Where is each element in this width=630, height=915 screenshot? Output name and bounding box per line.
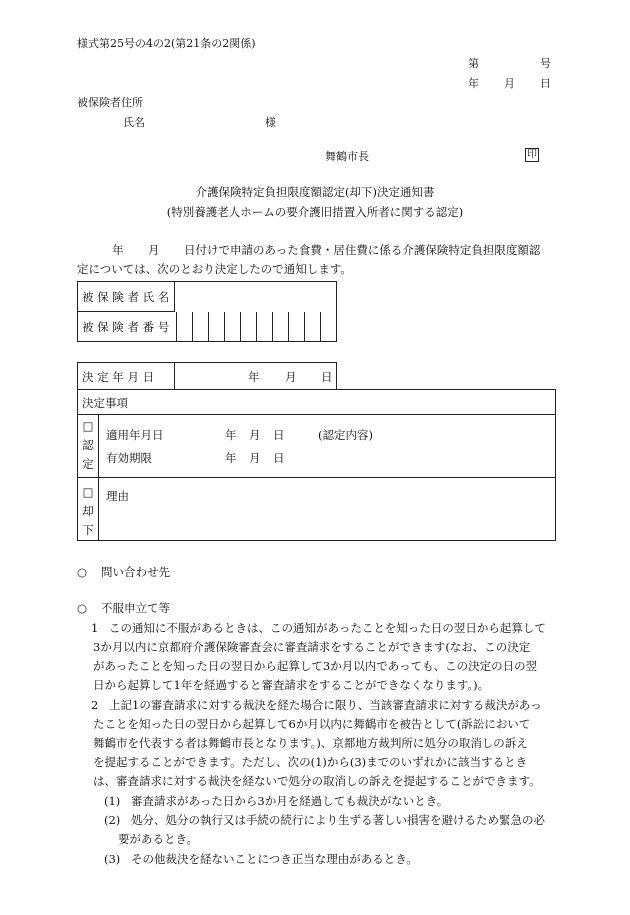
- appeal-item1-line1: この通知に不服があるときは、この通知があったことを知った日の翌日から起算して: [109, 621, 546, 635]
- appeal-item2-line2: たことを知った日の翌日から起算して6か月以内に舞鶴市を被告として(訴訟において: [93, 717, 531, 731]
- reject-char-1: 却: [82, 504, 94, 518]
- intro-month: 月: [148, 243, 160, 257]
- appeal-sub1-num: (1): [104, 794, 121, 808]
- contact-bullet: ○: [77, 565, 88, 579]
- valid-until-month: 月: [249, 451, 261, 465]
- insured-name-field[interactable]: [176, 282, 336, 311]
- appeal-item2-num: 2: [91, 698, 99, 712]
- name-label: 氏名: [123, 116, 145, 129]
- valid-until-year: 年: [225, 451, 237, 465]
- reject-char-2: 下: [82, 523, 94, 537]
- approve-char-1: 認: [82, 438, 94, 452]
- approve-char-2: 定: [82, 457, 94, 471]
- appeal-item1-line2: 3か月以内に京都府介護保険審査会に審査請求をすることができます(なお、この決定: [93, 640, 531, 654]
- appeal-sub1-text: 審査請求があった日から3か月を経過しても裁決がないとき。: [131, 794, 449, 808]
- apply-date-month: 月: [249, 428, 261, 442]
- apply-date-year: 年: [225, 428, 237, 442]
- reject-reason-label: 理由: [106, 489, 129, 503]
- appeal-heading: 不服申立て等: [101, 601, 170, 615]
- date-day: 日: [540, 77, 551, 90]
- valid-until-day: 日: [273, 451, 285, 465]
- doc-number-suffix: 号: [540, 57, 551, 70]
- number-digit-boxes: [176, 312, 336, 341]
- document-subtitle: (特別養護老人ホームの要介護旧措置入所者に関する認定): [166, 205, 464, 219]
- honorific: 様: [265, 116, 276, 129]
- form-number: 様式第25号の4の2(第21条の2関係): [77, 37, 256, 50]
- appeal-sub2-num: (2): [104, 813, 121, 827]
- approve-checkbox[interactable]: □: [82, 419, 94, 433]
- appeal-item1-line3: があったことを知った日の翌日から起算して3か月以内であっても、この決定の日の翌: [93, 659, 538, 673]
- apply-date-label: 適用年月日: [106, 428, 164, 442]
- decision-date-day: 日: [321, 370, 333, 384]
- decision-date-label: 決 定 年 月 日: [82, 370, 155, 384]
- appeal-item1-num: 1: [91, 621, 99, 635]
- date-month: 月: [504, 77, 515, 90]
- insured-number-label: 被 保 険 者 番 号: [82, 320, 170, 334]
- intro-year: 年: [112, 243, 124, 257]
- intro-line1: 日付けで申請のあった食費・居住費に係る介護保険特定負担限度額認: [184, 243, 541, 257]
- appeal-item2-line5: は、審査請求に対する裁決を経ないで処分の取消しの訴えを提起することができます。: [93, 774, 541, 788]
- intro-line2: 定については、次のとおり決定したので通知します。: [77, 262, 352, 276]
- decision-matters-label: 決定事項: [82, 396, 128, 410]
- insured-number-field[interactable]: [176, 312, 336, 341]
- appeal-sub3-num: (3): [104, 852, 121, 866]
- seal-mark: 印: [527, 149, 537, 160]
- address-label: 被保険者住所: [77, 96, 143, 109]
- appeal-item2-line3: 舞鶴市を代表する者は舞鶴市長となります。)、京都地方裁判所に処分の取消しの訴え: [93, 736, 528, 750]
- contact-label: 問い合わせ先: [101, 565, 170, 579]
- issuer-name: 舞鶴市長: [325, 150, 369, 163]
- appeal-sub2-line1: 処分、処分の執行又は手続の続行により生ずる著しい損害を避けるため緊急の必: [131, 813, 545, 827]
- appeal-bullet: ○: [77, 601, 88, 615]
- appeal-sub2-line2: 要があるとき。: [118, 832, 199, 846]
- date-year: 年: [468, 77, 479, 90]
- insured-name-label: 被 保 険 者 氏 名: [82, 290, 170, 304]
- approve-option[interactable]: [78, 416, 98, 476]
- decision-date-year: 年: [248, 370, 260, 384]
- reject-checkbox[interactable]: □: [82, 485, 94, 499]
- appeal-item2-line1: 上記1の審査請求に対する裁決を経た場合に限り、当該審査請求に対する裁決があっ: [109, 698, 542, 712]
- document-title: 介護保険特定負担限度額認定(却下)決定通知書: [195, 185, 435, 199]
- appeal-item1-line4: 日から起算して1年を経過すると審査請求をすることができなくなります。)。: [93, 678, 490, 692]
- valid-until-label: 有効期限: [106, 451, 152, 465]
- decision-date-month: 月: [285, 370, 297, 384]
- appeal-sub3-text: その他裁決を経ないことにつき正当な理由があるとき。: [131, 852, 418, 866]
- appeal-item2-line4: を提起することができます。ただし、次の(1)から(3)までのいずれかに該当するとき: [93, 755, 528, 769]
- doc-number-prefix: 第: [468, 57, 479, 70]
- reject-option[interactable]: [78, 480, 98, 540]
- apply-date-day: 日: [273, 428, 285, 442]
- approval-content-label: (認定内容): [318, 428, 373, 442]
